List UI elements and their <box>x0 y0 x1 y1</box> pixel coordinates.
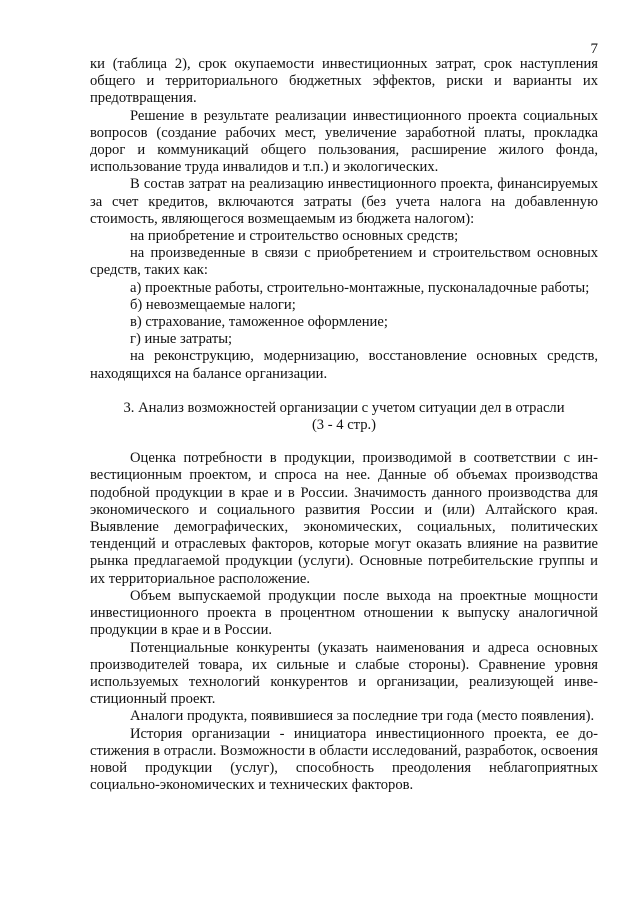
section-title: 3. Анализ возможностей организации с учетом ситуации дел в отрасли <box>123 399 565 416</box>
section-subtitle: (3 - 4 стр.) <box>311 417 377 434</box>
paragraph: Потенциальные конкуренты (указать наименования и адреса основных производителей товара, их сильные и слабые стороны). Сравнение уровня используемых технологий конкурентов и организации, реализующей инвестиционный проект. <box>90 639 598 708</box>
paragraph: г) иные затраты; <box>130 331 233 348</box>
paragraph: б) невозмещаемые налоги; <box>130 296 296 313</box>
paragraph: ки (таблица 2), срок окупаемости инвестиционных затрат, срок наступления общего и территориального бюджетных эффектов, риски и варианты их предотвращения. <box>90 56 598 107</box>
document-body <box>90 56 598 794</box>
page-number: 7 <box>590 41 598 57</box>
paragraph-group-bottom <box>90 450 598 794</box>
paragraph: Оценка потребности в продукции, производимой в соответствии с инвестиционным проектом, и спроса на нее. Данные об объемах производства подобной продукции в крае и в России. Значимость данного производства для экономического и социального развития России и (или) Алтайского края. Выявление демографических, экономических, социальных, политических тенденций и отраслевых факторов, которые могут оказать влияние на развитие рынка предлагаемой продукции (услуги). Основные потребительские группы и их территориальное расположение. <box>90 450 598 587</box>
paragraph: Объем выпускаемой продукции после выхода на проектные мощности инвестиционного проекта в процентном отношении к выпуску аналогичной продукции в крае и в России. <box>90 587 598 639</box>
paragraph: на произведенные в связи с приобретением и строительством основных средств, таких как: <box>90 245 598 279</box>
paragraph: Аналоги продукта, появившиеся за последние три года (место появления). <box>130 708 595 725</box>
paragraph: История организации - инициатора инвестиционного проекта, ее достижения в отрасли. Возможности в области исследований, разработок, освоения новой продукции (услуг), способность преодоления неблагоприятных социально-экономических и технических факторов. <box>90 725 598 794</box>
paragraph-group-top <box>90 56 598 383</box>
paragraph: Решение в результате реализации инвестиционного проекта социальных вопросов (создание рабочих мест, увеличение заработной платы, прокладка дорог и коммуникаций общего пользования, расширение жилого фонда, использование труда инвалидов и т.п.) и экологических. <box>90 107 598 176</box>
paragraph: В состав затрат на реализацию инвестиционного проекта, финансируемых за счет кредитов, включаются затраты (без учета налога на добавленную стоимость, являющегося возмещаемым из бюджета налогом): <box>90 176 598 227</box>
paragraph: на реконструкцию, модернизацию, восстановление основных средств, находящихся на балансе организации. <box>90 348 598 382</box>
paragraph: на приобретение и строительство основных средств; <box>130 228 459 245</box>
paragraph: а) проектные работы, строительно-монтажные, пусконаладочные работы; <box>130 279 590 296</box>
section-heading <box>90 400 598 434</box>
paragraph: в) страхование, таможенное оформление; <box>130 314 388 331</box>
